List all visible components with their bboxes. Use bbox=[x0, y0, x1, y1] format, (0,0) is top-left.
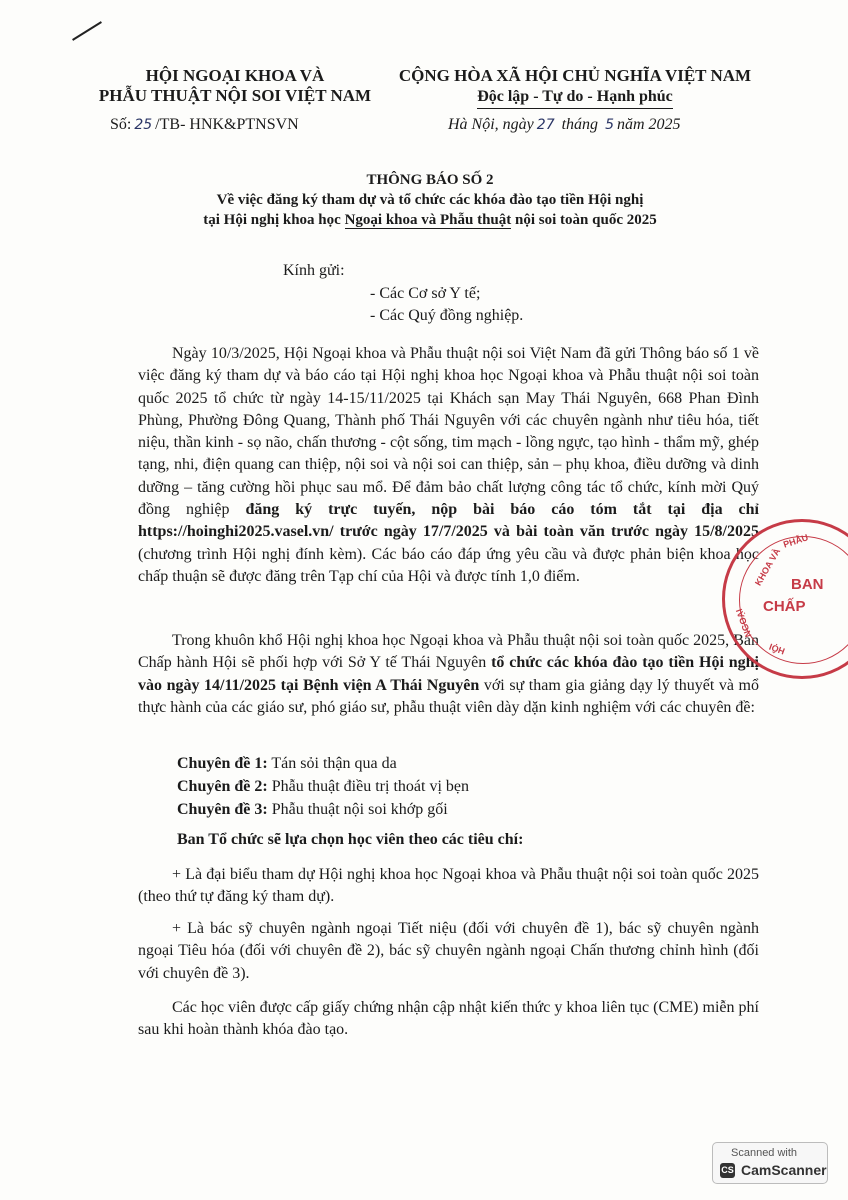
country-header bbox=[385, 66, 765, 109]
criteria-2: + Là bác sỹ chuyên ngành ngoại Tiết niệu (đối với chuyên đề 1), bác sỹ chuyên ngành ngoại Tiêu hóa (đối với chuyên đề 2), bác sỹ chuyên ngành ngoại Chấn thương chỉnh hình (đối với chuyên đề 3). bbox=[138, 920, 759, 982]
greeting-label: Kính gửi: bbox=[283, 262, 345, 279]
paragraph-registration: Ngày 10/3/2025, Hội Ngoại khoa và Phẫu thuật nội soi Việt Nam đã gửi Thông báo số 1 về việc đăng ký tham dự và báo cáo tại Hội nghị khoa học Ngoại khoa và Phẫu thuật nội soi toàn quốc 2025 tổ chức từ ngày 14-15/11/2025 tại Khách sạn May Thái Nguyên, 668 Phan Đình Phùng, Phường Đông Quang, Thành phố Thái Nguyên với các chuyên ngành như tiêu hóa, tiết niệu, thần kinh - sọ não, chấn thương - cột sống, tim mạch - lồng ngực, tạo hình - thẩm mỹ, ghép tạng, nhi, điện quang can thiệp, nội soi và nội soi can thiệp, sản – phụ khoa, điều dưỡng và dinh dưỡng – tăng cường hồi phục sau mổ. Để đảm bảo chất lượng công tác tổ chức, kính mời Quý đồng nghiệp đăng ký trực tuyến, nộp bài báo cáo tóm tắt tại địa chỉ https://hoinghi2025.vasel.vn/ trước ngày 17/7/2025 và bài toàn văn trước ngày 15/8/2025 (chương trình Hội nghị đính kèm). Các báo cáo đáp ứng yêu cầu và được phản biện khoa học chấp thuận sẽ được đăng trên Tạp chí của Hội và được tính 1,0 điểm. bbox=[138, 345, 760, 585]
seal-arc-left: NGOẠI bbox=[734, 607, 754, 639]
org-header bbox=[95, 66, 375, 106]
org-line-2: PHẪU THUẬT NỘI SOI VIỆT NAM bbox=[98, 86, 372, 105]
pen-mark bbox=[72, 21, 102, 41]
recipient-2: - Các Quý đồng nghiệp. bbox=[370, 307, 524, 324]
closing-paragraph: Các học viên được cấp giấy chứng nhận cập nhật kiến thức y khoa liên tục (CME) miễn phí sau khi hoàn thành khóa đào tạo. bbox=[138, 999, 759, 1039]
handwritten-month: 5 bbox=[605, 117, 614, 133]
country-line: CỘNG HÒA XÃ HỘI CHỦ NGHĨA VIỆT NAM bbox=[398, 66, 752, 85]
handwritten-day: 27 bbox=[536, 117, 555, 133]
seal-arc-top: PHẪU bbox=[782, 532, 810, 550]
criteria-heading: Ban Tổ chức sẽ lựa chọn học viên theo các tiêu chí: bbox=[177, 831, 524, 848]
camscanner-watermark bbox=[712, 1142, 828, 1184]
recipient-1: - Các Cơ sở Y tế; bbox=[370, 285, 481, 302]
seal-text-1: BAN bbox=[791, 576, 824, 593]
topic-3: Chuyên đề 3: Phẫu thuật nội soi khớp gối bbox=[177, 801, 448, 818]
watermark-line-1: Scanned with bbox=[731, 1147, 798, 1159]
seal-text-2: CHẤP bbox=[763, 598, 806, 615]
topic-2: Chuyên đề 2: Phẫu thuật điều trị thoát vị bẹn bbox=[177, 778, 469, 795]
title-main: THÔNG BÁO SỐ 2 bbox=[366, 172, 494, 188]
document-title bbox=[120, 170, 740, 230]
seal-arc-bottom: HỘI bbox=[767, 641, 787, 657]
date-line: Hà Nội, ngày 27 tháng 5 năm 2025 bbox=[448, 116, 681, 133]
paragraph-training: Trong khuôn khổ Hội nghị khoa học Ngoại khoa và Phẫu thuật nội soi toàn quốc 2025, Ban Chấp hành Hội sẽ phối hợp với Sở Y tế Thái Nguyên tổ chức các khóa đào tạo tiền Hội nghị vào ngày 14/11/2025 tại Bệnh viện A Thái Nguyên với sự tham gia giảng dạy lý thuyết và mổ thực hành của các giáo sư, phó giáo sư, phẫu thuật viên dày dặn kinh nghiệm với các chuyên đề: bbox=[138, 632, 759, 716]
topic-1: Chuyên đề 1: Tán sỏi thận qua da bbox=[177, 755, 397, 772]
registration-link[interactable]: https://hoinghi2025.vasel.vn/ bbox=[138, 523, 334, 541]
title-line-2: Về việc đăng ký tham dự và tổ chức các khóa đào tạo tiền Hội nghị bbox=[216, 192, 644, 208]
criteria-1: + Là đại biểu tham dự Hội nghị khoa học Ngoại khoa và Phẫu thuật nội soi toàn quốc 2025 (theo thứ tự đăng ký tham dự). bbox=[138, 866, 759, 906]
handwritten-number: 25 bbox=[134, 117, 153, 133]
title-line-3: tại Hội nghị khoa học Ngoại khoa và Phẫu thuật nội soi toàn quốc 2025 bbox=[203, 212, 657, 228]
motto: Độc lập - Tự do - Hạnh phúc bbox=[477, 87, 673, 109]
seal-arc-top-2: KHOA VÀ bbox=[752, 546, 783, 588]
camscanner-logo-icon: CS bbox=[720, 1163, 735, 1178]
org-line-1: HỘI NGOẠI KHOA VÀ bbox=[145, 66, 325, 85]
watermark-line-2: CamScanner bbox=[741, 1162, 827, 1178]
reference-number: Số: 25 /TB- HNK&PTNSVN bbox=[110, 116, 299, 133]
